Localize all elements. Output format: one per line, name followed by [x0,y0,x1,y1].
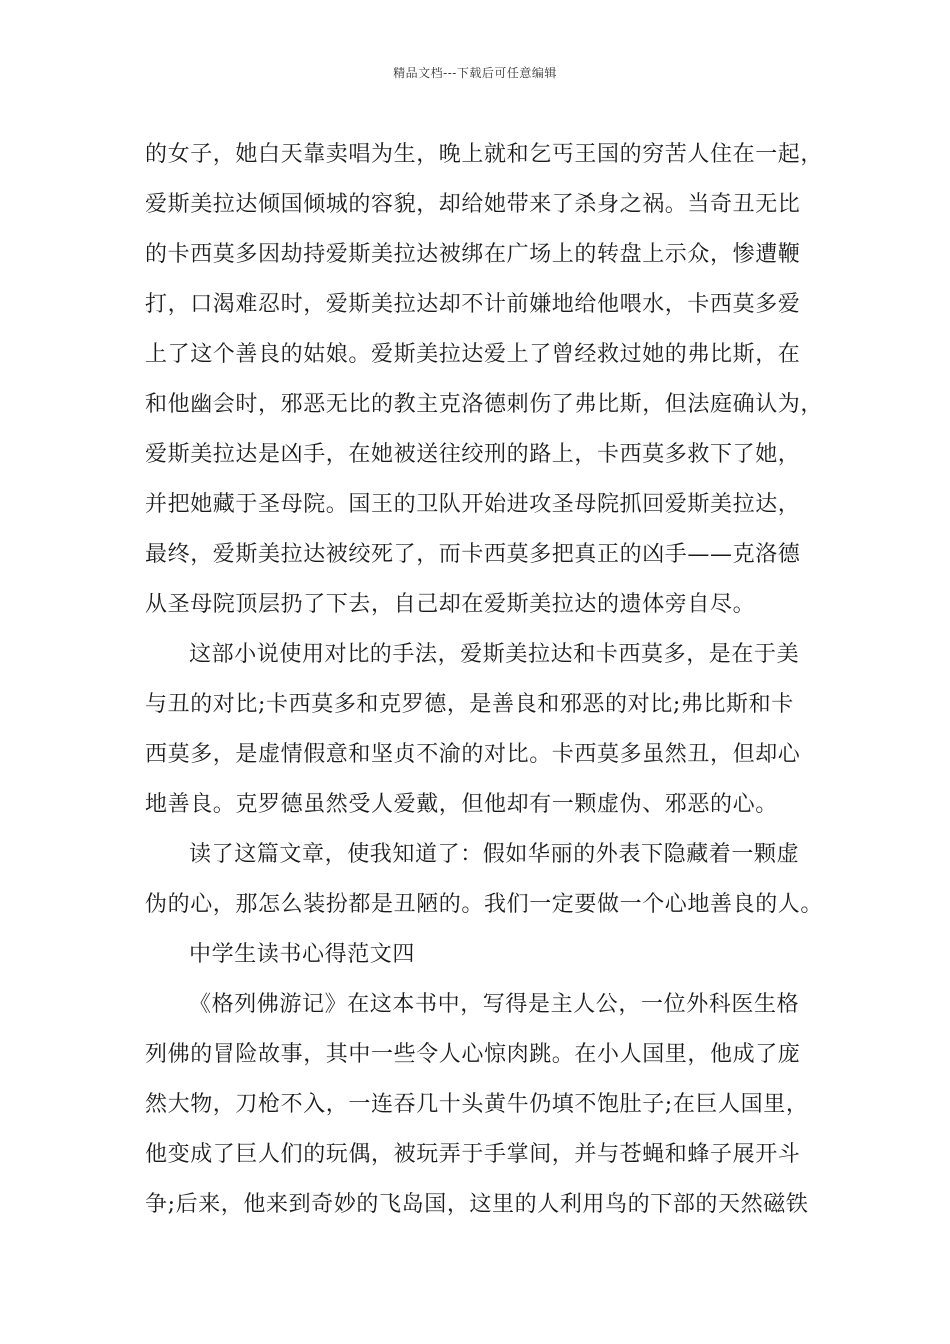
page-header: 精品文档---下载后可任意编辑 [393,66,557,80]
text-line: 列佛的冒险故事，其中一些令人心惊肉跳。在小人国里，他成了庞 [145,1042,801,1067]
text-line: 伪的心，那怎么装扮都是丑陋的。我们一定要做一个心地善良的人。 [145,892,824,917]
text-line: 然大物，刀枪不入，一连吞几十头黄牛仍填不饱肚子;在巨人国里， [145,1092,809,1117]
text-line: 和他幽会时，邪恶无比的教主克洛德刺伤了弗比斯，但法庭确认为， [145,392,824,417]
text-line: 从圣母院顶层扔了下去，自己却在爱斯美拉达的遗体旁自尽。 [145,592,756,617]
text-line: 西莫多，是虚情假意和坚贞不渝的对比。卡西莫多虽然丑，但却心 [145,742,801,767]
text-line: 上了这个善良的姑娘。爱斯美拉达爱上了曾经救过她的弗比斯，在 [145,342,801,367]
text-line: 的女子，她白天靠卖唱为生，晚上就和乞丐王国的穷苦人住在一起， [145,142,824,167]
text-line: 地善良。克罗德虽然受人爱戴，但他却有一颗虚伪、邪恶的心。 [145,792,778,817]
section-heading: 中学生读书心得范文四 [189,942,416,967]
text-line: 他变成了巨人们的玩偶，被玩弄于手掌间，并与苍蝇和蜂子展开斗 [145,1142,801,1167]
paragraph-start-line: 读了这篇文章，使我知道了：假如华丽的外表下隐藏着一颗虚 [189,842,800,867]
text-line: 与丑的对比;卡西莫多和克罗德，是善良和邪恶的对比;弗比斯和卡 [145,692,794,717]
text-line: 最终，爱斯美拉达被绞死了，而卡西莫多把真正的凶手——克洛德 [145,542,801,567]
text-line: 的卡西莫多因劫持爱斯美拉达被绑在广场上的转盘上示众，惨遭鞭 [145,242,801,267]
text-line: 并把她藏于圣母院。国王的卫队开始进攻圣母院抓回爱斯美拉达， [145,492,801,517]
text-line: 打，口渴难忍时，爱斯美拉达却不计前嫌地给他喂水，卡西莫多爱 [145,292,801,317]
text-line: 爱斯美拉达是凶手，在她被送往绞刑的路上，卡西莫多救下了她， [145,442,801,467]
document-body [145,130,824,1230]
text-line: 争;后来，他来到奇妙的飞岛国，这里的人利用鸟的下部的天然磁铁 [145,1192,809,1217]
paragraph-start-line: 这部小说使用对比的手法，爱斯美拉达和卡西莫多，是在于美 [189,642,800,667]
paragraph-start-line: 《格列佛游记》在这本书中，写得是主人公，一位外科医生格 [189,992,800,1017]
text-line: 爱斯美拉达倾国倾城的容貌，却给她带来了杀身之祸。当奇丑无比 [145,192,801,217]
